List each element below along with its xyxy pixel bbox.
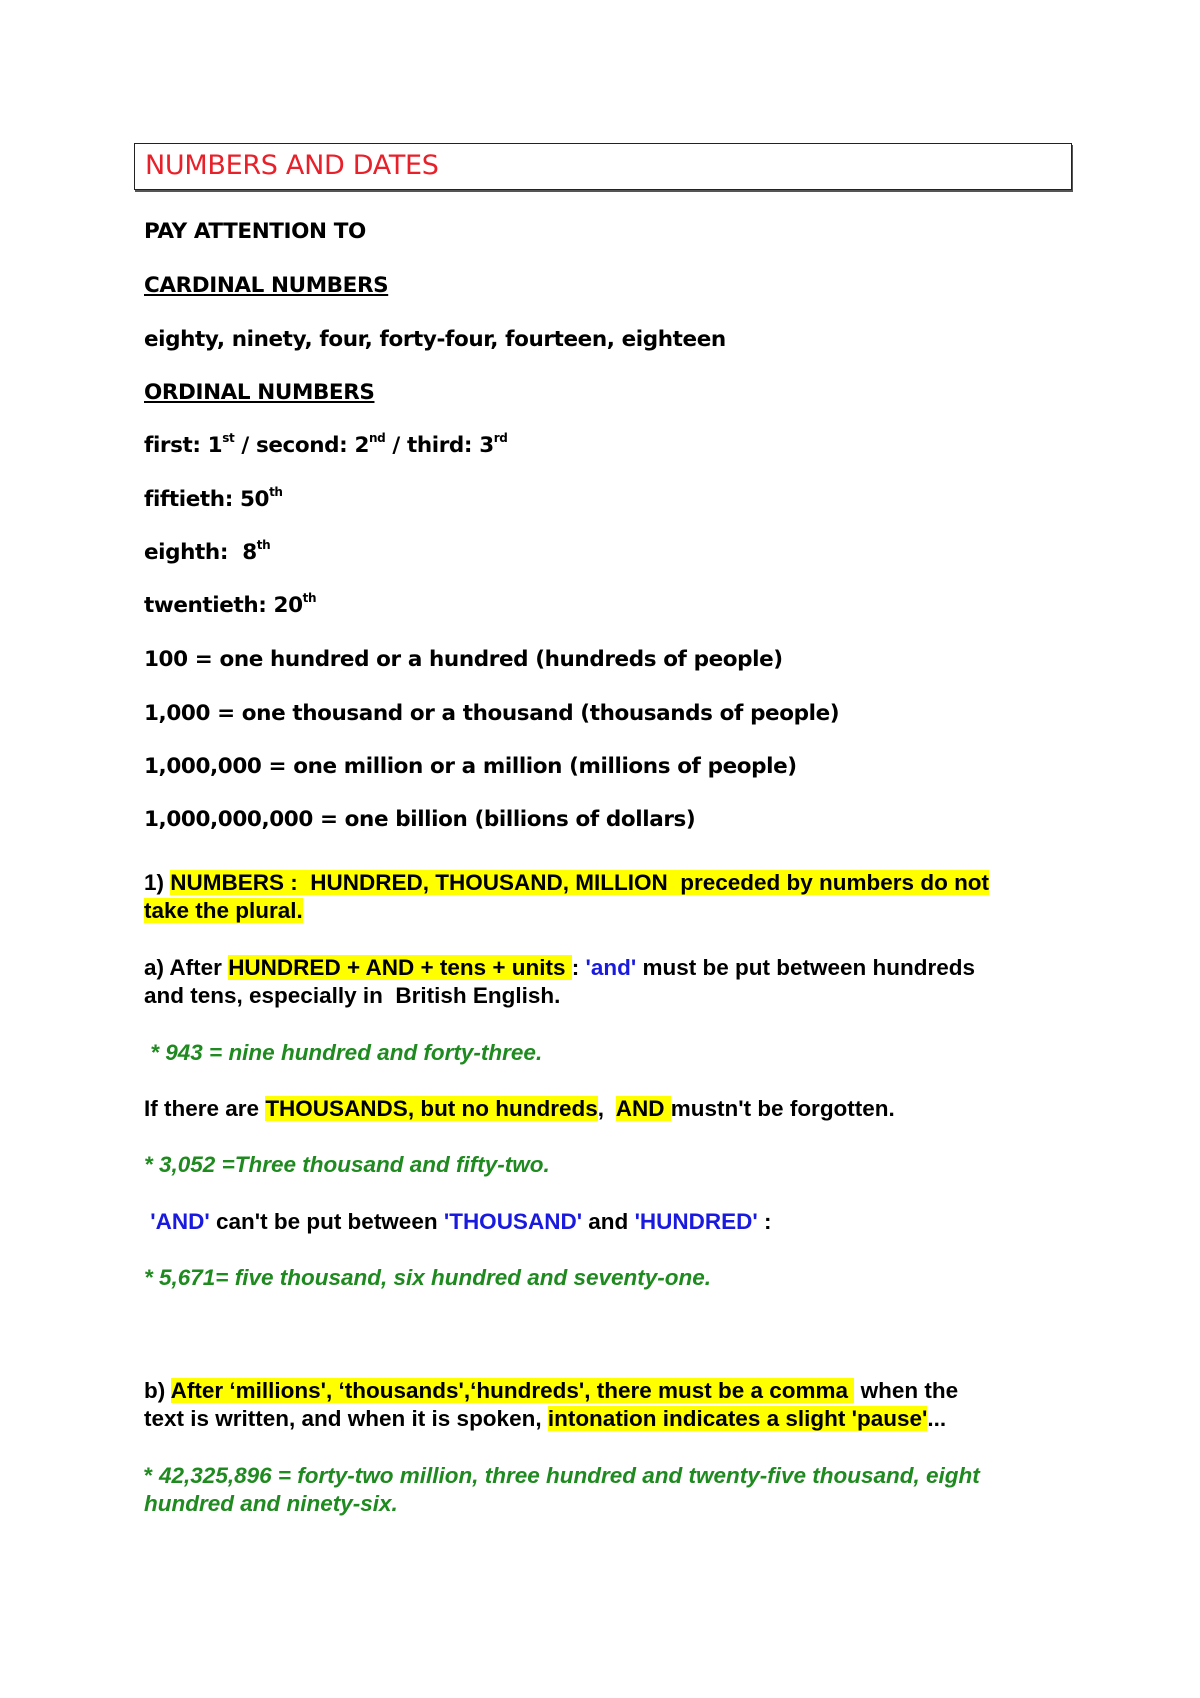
and-rule-text-3: :	[757, 1209, 772, 1234]
rule-a-prefix: a) After	[144, 955, 229, 980]
thousands-rule-highlight-2: AND	[615, 1096, 671, 1121]
rule-a-line-2: and tens, especially in British English.	[144, 983, 561, 1008]
ordinal-third-suffix: rd	[493, 431, 508, 445]
rule-1-line-1	[144, 870, 989, 896]
rule-1-prefix: 1)	[144, 870, 171, 895]
section-heading: PAY ATTENTION TO	[144, 219, 366, 244]
rule-1-line-2	[144, 898, 303, 924]
ordinal-label: ORDINAL NUMBERS	[144, 380, 375, 405]
rule-a-line-1	[144, 955, 975, 981]
ordinal-eighth-suffix: th	[256, 538, 271, 552]
thousands-rule	[144, 1096, 895, 1122]
example-42325896-line-2: hundred and ninety-six.	[144, 1491, 398, 1516]
example-943: * 943 = nine hundred and forty-three.	[144, 1040, 543, 1065]
ordinal-fiftieth: fiftieth: 50	[144, 487, 270, 512]
rule-b-line-2	[144, 1406, 946, 1432]
cardinal-label: CARDINAL NUMBERS	[144, 273, 389, 298]
ordinal-second-suffix: nd	[369, 431, 386, 445]
rule-b-highlight-1: After ‘millions', ‘thousands',‘hundreds', there must be a comma	[170, 1378, 855, 1403]
rule-b-highlight-2: intonation indicates a slight 'pause'	[547, 1406, 928, 1431]
page-title: NUMBERS AND DATES	[145, 150, 439, 181]
ordinal-second: / second: 2	[234, 433, 369, 458]
rule-b-line-2-prefix: text is written, and when it is spoken,	[144, 1406, 548, 1431]
example-star: *	[144, 1463, 160, 1488]
example-42325896-text: 42,325,896 = forty-two million, three hundred and twenty-five thousand, eight	[159, 1463, 980, 1488]
big-number-line: 1,000,000 = one million or a million (millions of people)	[144, 754, 797, 779]
ordinal-first: first: 1	[144, 433, 223, 458]
ordinal-twentieth: twentieth: 20	[144, 593, 303, 618]
title-box	[134, 143, 1072, 190]
thousands-rule-highlight-1: THOUSANDS, but no hundreds	[265, 1096, 598, 1121]
ordinal-eighth: eighth: 8	[144, 540, 257, 565]
and-rule-hundred-word: 'HUNDRED'	[634, 1209, 758, 1234]
rule-a-and-word: 'and'	[585, 955, 637, 980]
ordinal-fiftieth-suffix: th	[269, 485, 283, 499]
rule-b-rest: when the	[854, 1378, 959, 1403]
rule-a-colon: :	[571, 955, 586, 980]
ordinal-line-1	[144, 433, 507, 458]
example-5671: * 5,671= five thousand, six hundred and seventy-one.	[144, 1265, 712, 1290]
example-42325896-line-1	[144, 1463, 980, 1489]
and-rule-text-2: and	[582, 1209, 635, 1234]
thousands-rule-prefix: If there are	[144, 1096, 266, 1121]
and-rule-thousand-word: 'THOUSAND'	[443, 1209, 583, 1234]
big-number-line: 1,000 = one thousand or a thousand (thousands of people)	[144, 701, 840, 726]
ordinal-first-suffix: st	[222, 431, 235, 445]
rule-1-highlight-cont: take the plural.	[144, 898, 303, 923]
ordinal-line-3	[144, 540, 270, 565]
rule-1-highlight: NUMBERS : HUNDRED, THOUSAND, MILLION preceded by numbers do not	[170, 870, 990, 895]
cardinal-examples: eighty, ninety, four, forty-four, fourteen, eighteen	[144, 327, 726, 352]
and-rule-and-word: 'AND'	[144, 1209, 210, 1234]
rule-a-rest: must be put between hundreds	[636, 955, 976, 980]
thousands-rule-rest: mustn't be forgotten.	[670, 1096, 895, 1121]
ordinal-twentieth-suffix: th	[302, 591, 317, 605]
ordinal-line-2	[144, 487, 283, 512]
rule-b-line-2-suffix: ...	[927, 1406, 947, 1431]
ordinal-third: / third: 3	[385, 433, 494, 458]
big-number-line: 1,000,000,000 = one billion (billions of dollars)	[144, 807, 696, 832]
big-number-line: 100 = one hundred or a hundred (hundreds of people)	[144, 647, 783, 672]
and-rule	[144, 1209, 772, 1235]
rule-a-highlight: HUNDRED + AND + tens + units	[228, 955, 572, 980]
and-rule-text-1: can't be put between	[209, 1209, 444, 1234]
rule-b-prefix: b)	[144, 1378, 171, 1403]
thousands-rule-comma: ,	[597, 1096, 616, 1121]
ordinal-line-4	[144, 593, 316, 618]
example-3052: * 3,052 =Three thousand and fifty-two.	[144, 1152, 550, 1177]
rule-b-line-1	[144, 1378, 958, 1404]
